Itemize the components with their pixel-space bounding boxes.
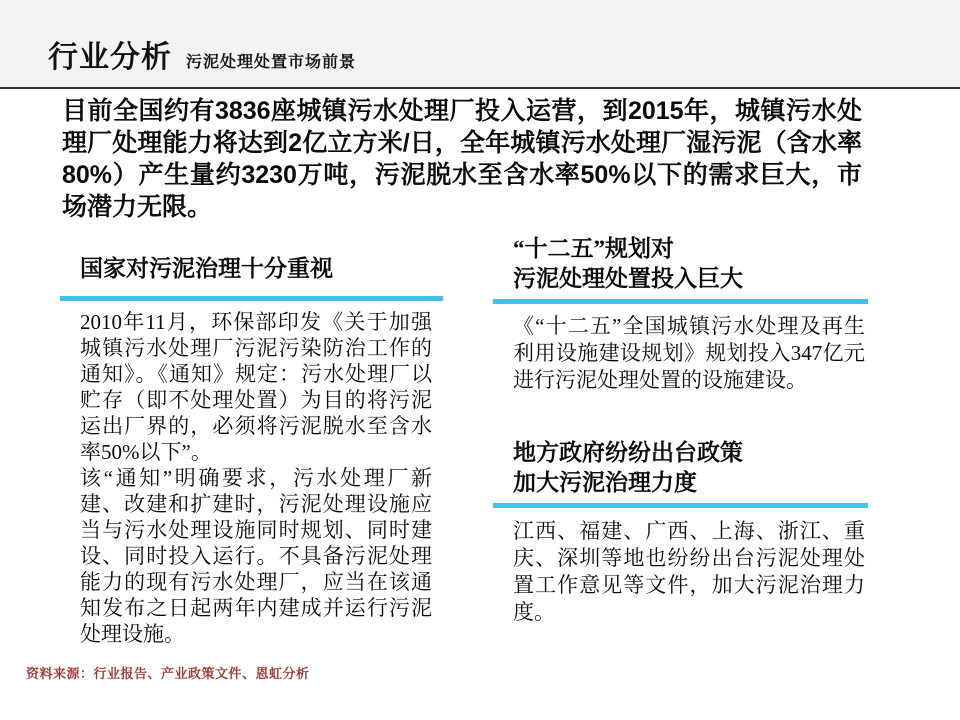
left-body-paragraph-1: 2010年11月，环保部印发《关于加强城镇污水处理厂污泥污染防治工作的通知》。《通知》规定：污水处理厂以贮存（即不处理处置）为目的将污泥运出厂界的，必须将污泥脱水至含水率50%以下”。 — [80, 310, 432, 464]
right-section1-body: 《“十二五”全国城镇污水处理及再生利用设施建设规划》规划投入347亿元进行污泥处理处置的设施建设。 — [513, 314, 865, 392]
right-section2-heading-line2: 加大污泥治理力度 — [513, 470, 697, 495]
left-accent-bar — [60, 296, 443, 301]
right-section1-heading — [513, 234, 875, 294]
right-section1-heading-line2: 污泥处理处置投入巨大 — [513, 266, 743, 291]
right-section2-body: 江西、福建、广西、上海、浙江、重庆、深圳等地也纷纷出台污泥处理处置工作意见等文件，加大污泥治理力度。 — [513, 519, 865, 624]
source-note: 资料来源：行业报告、产业政策文件、恩虹分析 — [26, 666, 310, 681]
header-band — [0, 0, 960, 87]
right-section1-heading-line1: “十二五”规划对 — [513, 236, 674, 261]
left-section-body — [80, 309, 432, 647]
right-section2-heading-line1: 地方政府纷纷出台政策 — [513, 440, 743, 465]
right-section2-accent-bar — [493, 503, 868, 508]
page-subtitle: 污泥处理处置市场前景 — [186, 54, 357, 71]
left-body-paragraph-2: 该“通知”明确要求，污水处理厂新建、改建和扩建时，污泥处理设施应当与污水处理设施同时规划、同时建设、同时投入运行。不具备污泥处理能力的现有污水处理厂，应当在该通知发布之日起两年内建成并运行污泥处理设施。 — [80, 466, 432, 646]
left-section-heading: 国家对污泥治理十分重视 — [80, 256, 333, 281]
right-section1-accent-bar — [493, 299, 868, 304]
intro-paragraph: 目前全国约有3836座城镇污水处理厂投入运营，到2015年，城镇污水处理厂处理能力将达到2亿立方米/日，全年城镇污水处理厂湿污泥（含水率80%）产生量约3230万吨，污泥脱水至含水率50%以下的需求巨大，市场潜力无限。 — [62, 97, 862, 221]
right-section2-heading — [513, 438, 875, 498]
header-divider-line — [0, 87, 960, 89]
page-title: 行业分析 — [48, 41, 172, 74]
